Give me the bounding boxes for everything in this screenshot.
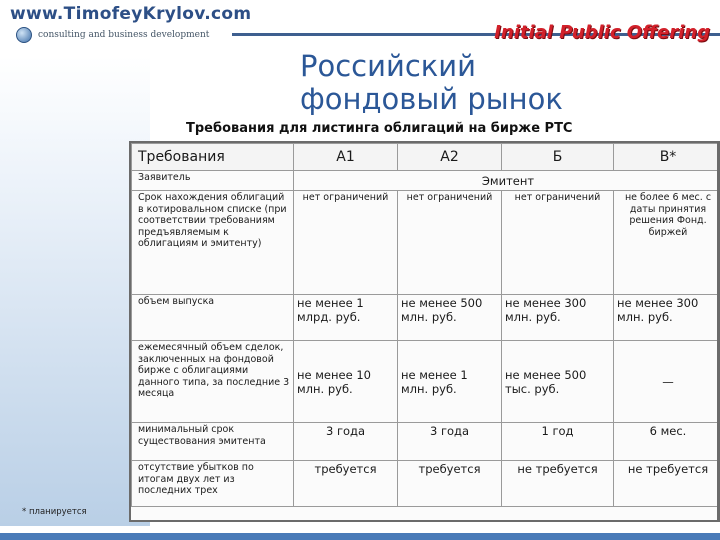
table-row — [132, 461, 720, 507]
table-row — [132, 423, 720, 461]
cell-a1: не менее 1 млрд. руб. — [294, 295, 398, 341]
cell-b: не менее 500 тыс. руб. — [502, 341, 614, 423]
cell-a2: не менее 500 млн. руб. — [398, 295, 502, 341]
cell-v: не более 6 мес. с даты принятия решения Фонд. биржей — [614, 191, 720, 295]
cell-b: 1 год — [502, 423, 614, 461]
header-a2: А2 — [398, 144, 502, 171]
row-label: минимальный срок существования эмитента — [132, 423, 294, 461]
listing-requirements-table — [129, 141, 720, 522]
cell-a1: нет ограничений — [294, 191, 398, 295]
cell-a1: 3 года — [294, 423, 398, 461]
page-title — [300, 50, 563, 116]
cell-v: не менее 300 млн. руб. — [614, 295, 720, 341]
cell-a2: требуется — [398, 461, 502, 507]
cell-v: не требуется — [614, 461, 720, 507]
header-b: Б — [502, 144, 614, 171]
cell-a2: не менее 1 млн. руб. — [398, 341, 502, 423]
globe-icon — [16, 27, 32, 43]
ipo-badge: Initial Public Offering — [494, 22, 710, 43]
site-subtitle: consulting and business development — [38, 30, 210, 40]
cell-a1: не менее 10 млн. руб. — [294, 341, 398, 423]
cell-a2: 3 года — [398, 423, 502, 461]
row-label: Заявитель — [132, 171, 294, 191]
site-url[interactable]: www.TimofeyKrylov.com — [10, 4, 252, 24]
logo-row — [16, 27, 209, 43]
cell-a2: нет ограничений — [398, 191, 502, 295]
table-caption: Требования для листинга облигаций на бирже РТС — [186, 121, 573, 136]
cell-b: не требуется — [502, 461, 614, 507]
cell-b: нет ограничений — [502, 191, 614, 295]
table-row — [132, 295, 720, 341]
row-label: Срок нахождения облигаций в котировальном списке (при соответствии требованиям предъявляемым к облигациям и эмитенту) — [132, 191, 294, 295]
row-label: ежемесячный объем сделок, заключенных на фондовой бирже с облигациями данного типа, за последние 3 месяца — [132, 341, 294, 423]
row-label: объем выпуска — [132, 295, 294, 341]
cell-a1: требуется — [294, 461, 398, 507]
table-header-row — [132, 144, 720, 171]
header — [0, 0, 720, 50]
table-row — [132, 191, 720, 295]
table-row — [132, 341, 720, 423]
cell-v: — — [614, 341, 720, 423]
header-a1: А1 — [294, 144, 398, 171]
header-v: В* — [614, 144, 720, 171]
bottom-bar — [0, 533, 720, 540]
title-line-1: Российский — [300, 49, 476, 83]
title-line-2: фондовый рынок — [300, 82, 563, 116]
cell-v: 6 мес. — [614, 423, 720, 461]
header-requirements: Требования — [132, 144, 294, 171]
background-gradient — [0, 56, 150, 526]
issuer-value: Эмитент — [294, 171, 720, 191]
cell-b: не менее 300 млн. руб. — [502, 295, 614, 341]
table-row — [132, 171, 720, 191]
row-label: отсутствие убытков по итогам двух лет из последних трех — [132, 461, 294, 507]
footnote: * планируется — [22, 507, 87, 517]
